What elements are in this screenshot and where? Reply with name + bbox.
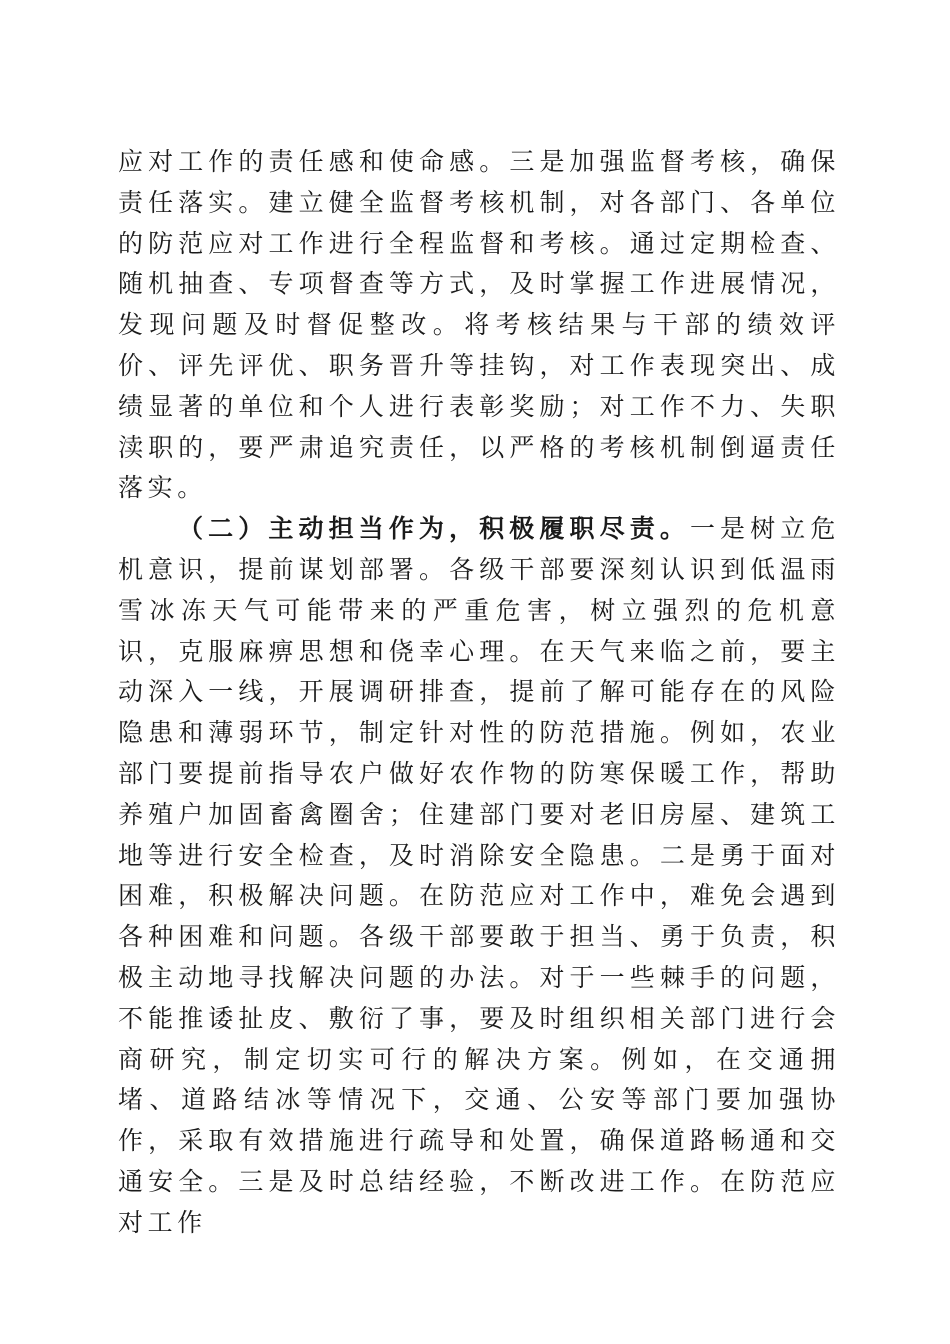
section-heading: （二）主动担当作为，积极履职尽责。 <box>178 514 690 544</box>
document-body <box>118 142 840 1244</box>
paragraph-continuation: 应对工作的责任感和使命感。三是加强监督考核，确保责任落实。建立健全监督考核机制，对各部门、各单位的防范应对工作进行全程监督和考核。通过定期检查、随机抽查、专项督查等方式，及时掌握工作进展情况，发现问题及时督促整改。将考核结果与干部的绩效评价、评先评优、职务晋升等挂钩，对工作表现突出、成绩显著的单位和个人进行表彰奖励；对工作不力、失职渎职的，要严肃追究责任，以严格的考核机制倒逼责任落实。 <box>118 147 840 503</box>
paragraph-section-two <box>118 509 840 1243</box>
section-body: 一是树立危机意识，提前谋划部署。各级干部要深刻认识到低温雨雪冰冻天气可能带来的严重危害，树立强烈的危机意识，克服麻痹思想和侥幸心理。在天气来临之前，要主动深入一线，开展调研排查，提前了解可能存在的风险隐患和薄弱环节，制定针对性的防范措施。例如，农业部门要提前指导农户做好农作物的防寒保暖工作，帮助养殖户加固畜禽圈舍；住建部门要对老旧房屋、建筑工地等进行安全检查，及时消除安全隐患。二是勇于面对困难，积极解决问题。在防范应对工作中，难免会遇到各种困难和问题。各级干部要敢于担当、勇于负责，积极主动地寻找解决问题的办法。对于一些棘手的问题，不能推诿扯皮、敷衍了事，要及时组织相关部门进行会商研究，制定切实可行的解决方案。例如，在交通拥堵、道路结冰等情况下，交通、公安等部门要加强协作，采取有效措施进行疏导和处置，确保道路畅通和交通安全。三是及时总结经验，不断改进工作。在防范应对工作 <box>118 514 840 1237</box>
